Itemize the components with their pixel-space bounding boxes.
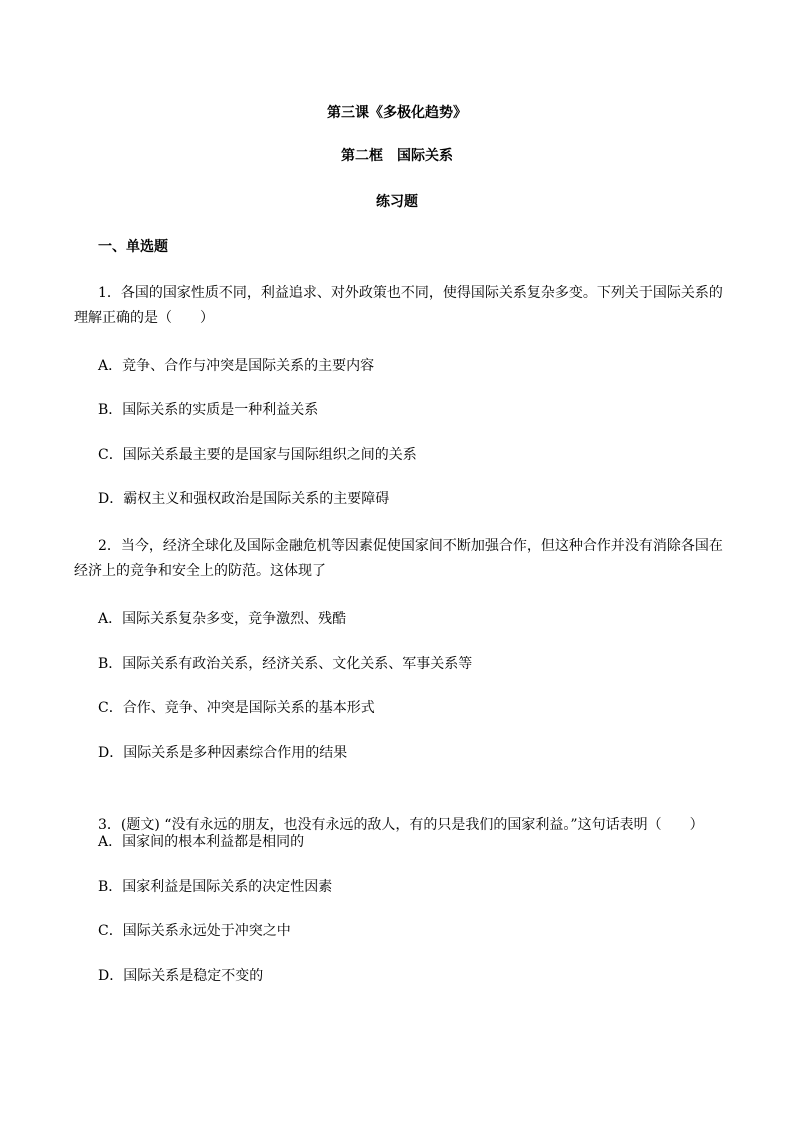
lesson-title: 第三课《多极化趋势》	[327, 105, 467, 121]
question-3-option-a: A．国家间的根本利益都是相同的	[98, 834, 305, 850]
question-1-option-a: A．竞争、合作与冲突是国际关系的主要内容	[98, 358, 375, 374]
question-2-option-a: A．国际关系复杂多变，竞争激烈、残酷	[98, 611, 347, 627]
question-3-option-b: B．国家利益是国际关系的决定性因素	[98, 879, 333, 895]
question-1-stem: 1．各国的国家性质不同，利益追求、对外政策也不同，使得国际关系复杂多变。下列关于国际关系的理解正确的是（ ）	[74, 285, 723, 326]
question-2-option-b: B．国际关系有政治关系，经济关系、文化关系、军事关系等	[98, 656, 473, 672]
question-3-option-d: D．国际关系是稳定不变的	[98, 968, 264, 984]
question-3-option-c: C．国际关系永远处于冲突之中	[98, 923, 291, 939]
exercise-subtitle: 练习题	[376, 194, 418, 210]
question-2-option-d: D．国际关系是多种因素综合作用的结果	[98, 745, 348, 761]
question-2-stem: 2．当今，经济全球化及国际金融危机等因素促使国家间不断加强合作，但这种合作并没有消除各国在经济上的竞争和安全上的防范。这体现了	[74, 538, 723, 579]
question-1-option-b: B．国际关系的实质是一种利益关系	[98, 402, 319, 418]
section-title: 第二框 国际关系	[341, 148, 453, 164]
part-heading: 一、单选题	[98, 239, 168, 255]
question-1-option-d: D．霸权主义和强权政治是国际关系的主要障碍	[98, 491, 390, 507]
question-1-option-c: C．国际关系最主要的是国家与国际组织之间的关系	[98, 447, 417, 463]
question-2-option-c: C．合作、竞争、冲突是国际关系的基本形式	[98, 700, 375, 716]
question-3-stem: 3．(题文) “没有永远的朋友，也没有永远的敌人，有的只是我们的国家利益。”这句话表明（ ）	[98, 817, 704, 833]
